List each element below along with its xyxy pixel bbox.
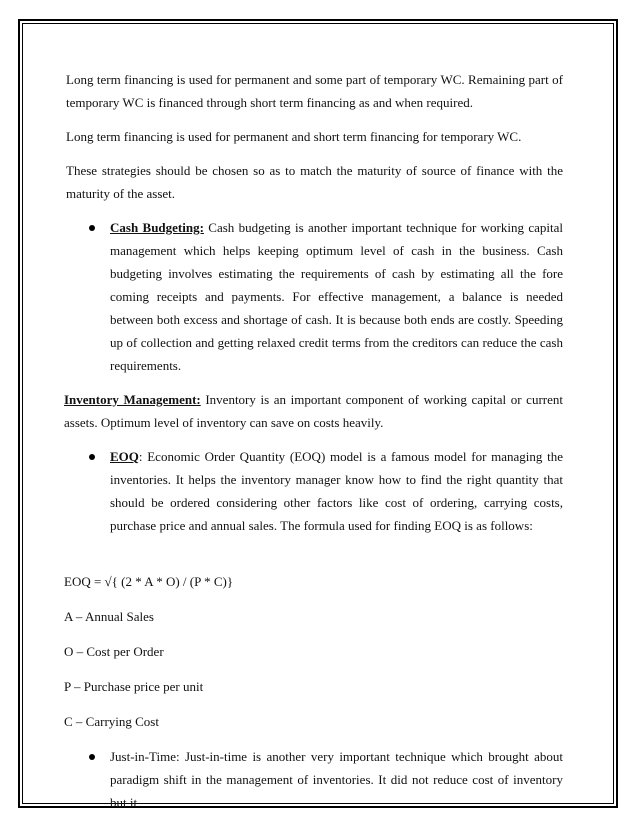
eoq-text: : Economic Order Quantity (EOQ) model is a famous model for managing the inventories. It helps the inventory manager know how to find the right quantity that should be ordered considering other factors like cost of ordering, carrying costs, purchase price and annual sales. The formula used for finding EOQ is as follows:: [110, 449, 563, 533]
inventory-management-text: Inventory is an important component of working capital or current assets. Optimum level of inventory can save on costs heavily.: [64, 392, 563, 430]
term-eoq: EOQ: [110, 449, 139, 464]
term-cash-budgeting: Cash Budgeting:: [110, 220, 204, 235]
cash-budgeting-text: Cash budgeting is another important technique for working capital management which helps keeping optimum level of cash in the business. Cash budgeting involves estimating the requirements of cash by estimating all the fore coming receipts and payments. For effective management, a balance is needed between both excess and shortage of cash. It is because both ends are costly. Speeding up of collection and getting relaxed credit terms from the creditors can reduce the cash requirements.: [110, 220, 564, 373]
bullet-eoq: [64, 445, 563, 537]
paragraph-financing-strategy: Long term financing is used for permanent and short term financing for temporary WC.: [66, 129, 522, 144]
bullet-icon: [89, 454, 95, 460]
legend-annual-sales: A – Annual Sales: [64, 609, 154, 624]
paragraph-long-term-financing: Long term financing is used for permanent and some part of temporary WC. Remaining part of temporary WC is financed through short term financing as and when required.: [66, 72, 563, 110]
legend-purchase-price: P – Purchase price per unit: [64, 679, 204, 694]
legend-cost-per-order: O – Cost per Order: [64, 644, 164, 659]
paragraph-inventory-management: [64, 388, 563, 434]
document-body: [64, 68, 563, 825]
eoq-formula: EOQ = √{ (2 * A * O) / (P * C)}: [64, 574, 234, 589]
legend-carrying-cost: C – Carrying Cost: [64, 714, 159, 729]
term-inventory-management: Inventory Management:: [64, 392, 201, 407]
bullet-cash-budgeting: [64, 216, 563, 377]
bullet-icon: [89, 754, 95, 760]
bullet-just-in-time: [64, 745, 563, 814]
bullet-icon: [89, 225, 95, 231]
just-in-time-text: Just-in-Time: Just-in-time is another very important technique which brought about paradigm shift in the management of inventories. It did not reduce cost of inventory but it: [110, 749, 563, 810]
paragraph-maturity-matching: These strategies should be chosen so as to match the maturity of source of finance with the maturity of the asset.: [66, 163, 563, 201]
spacer: [64, 548, 563, 570]
